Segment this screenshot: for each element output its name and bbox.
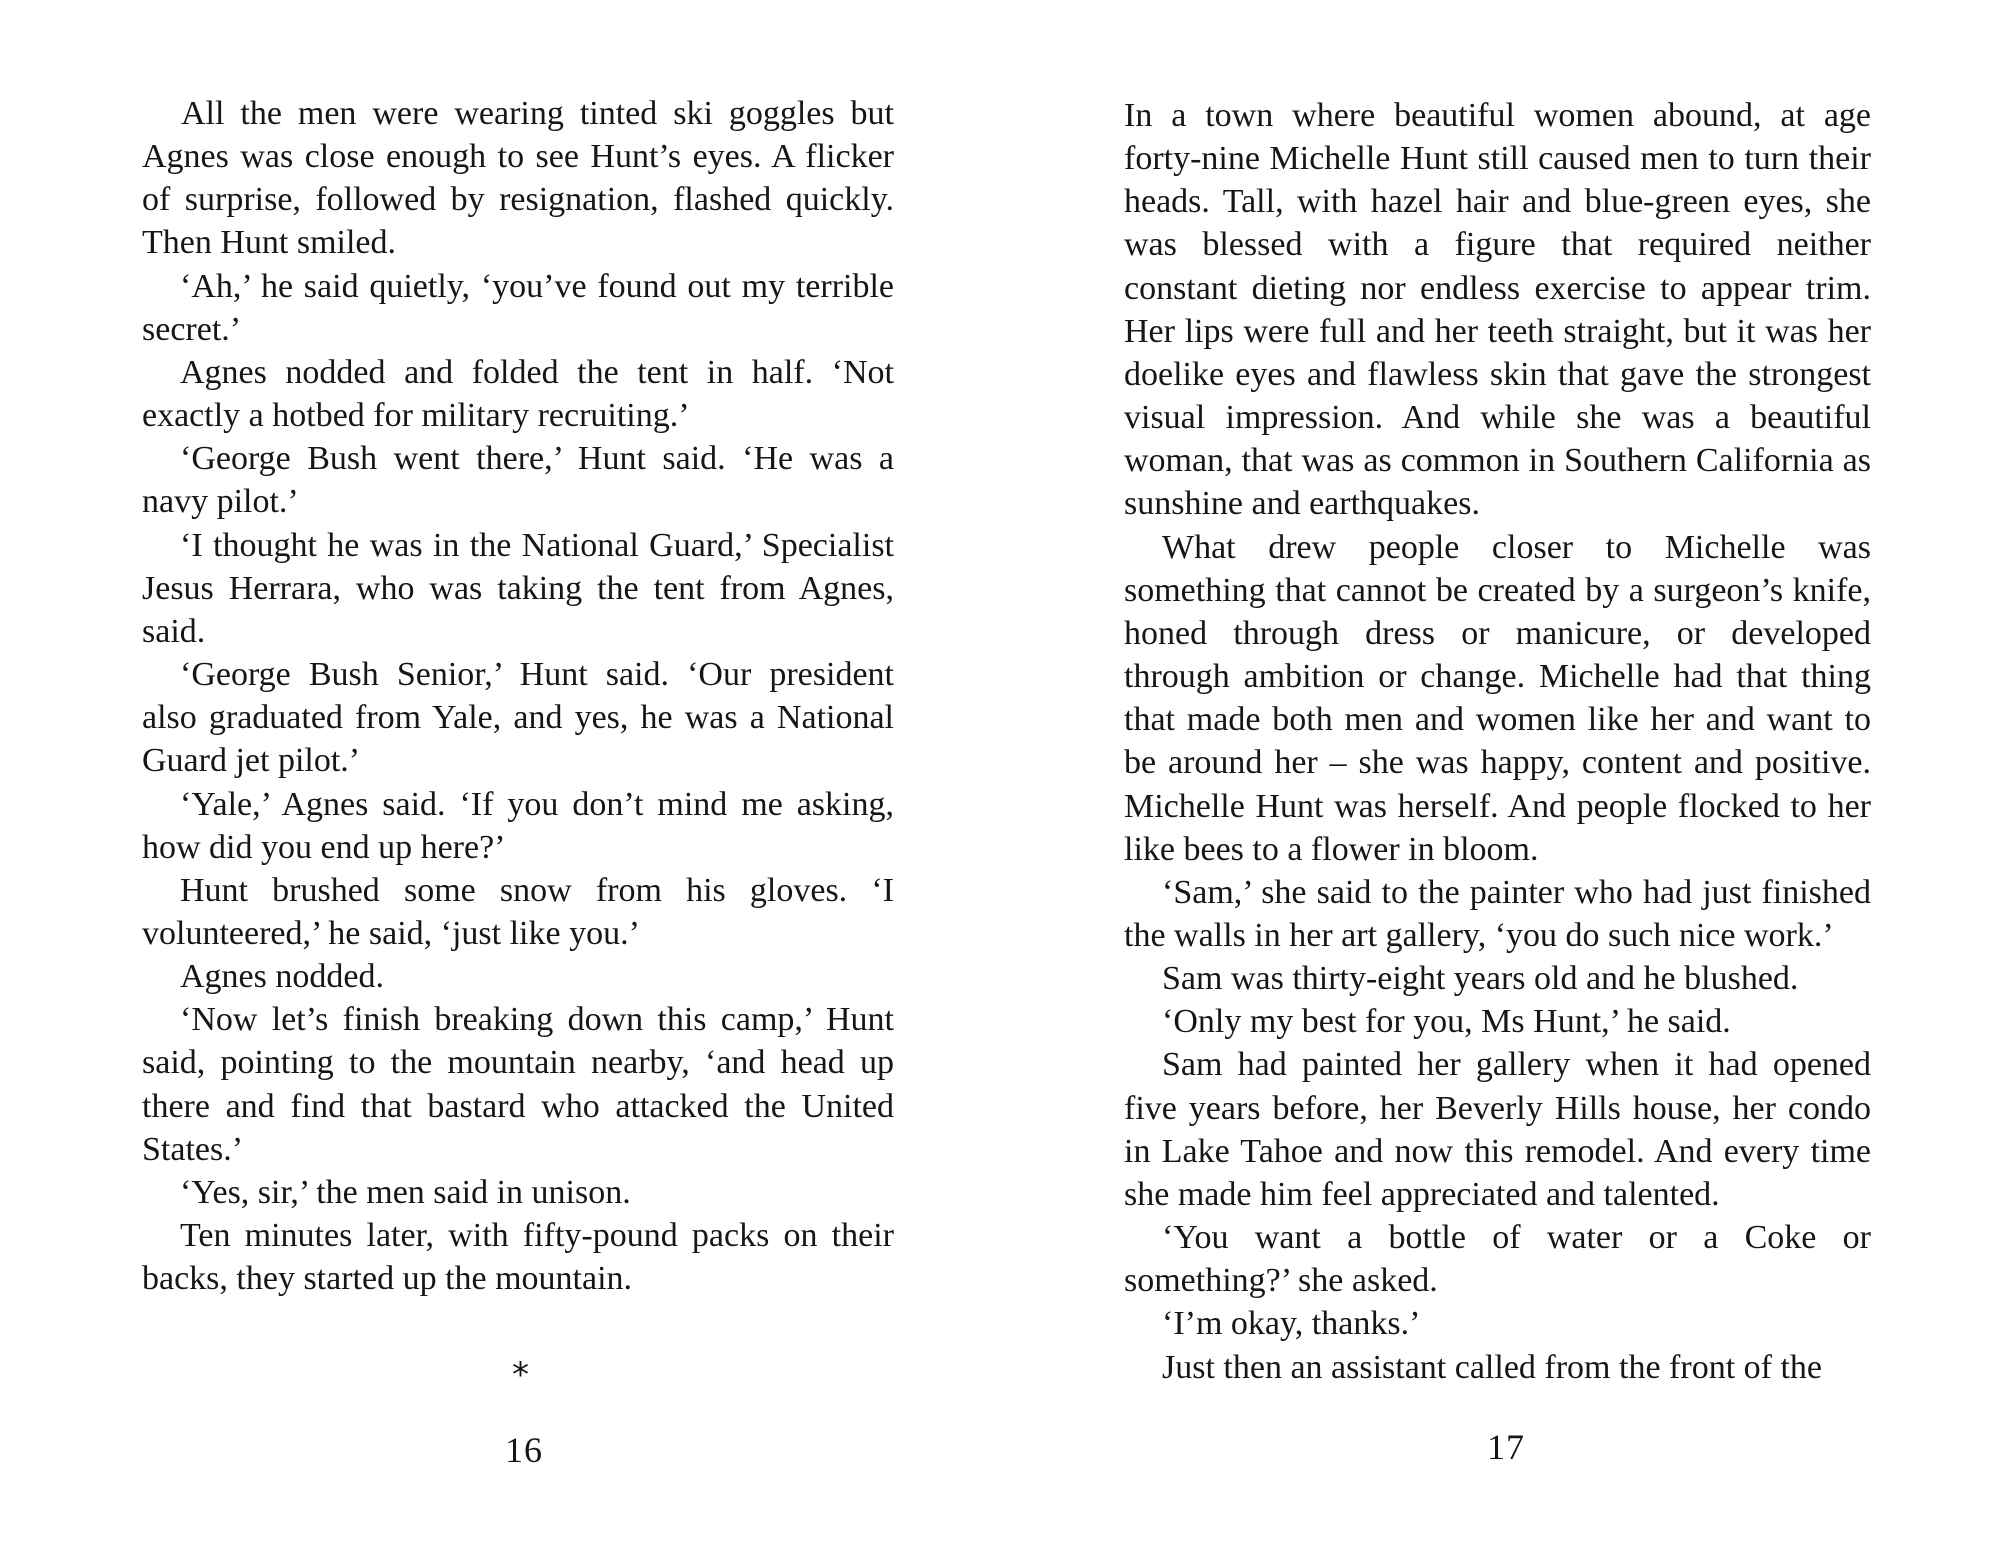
paragraph: ‘Only my best for you, Ms Hunt,’ he said. (1162, 1003, 1731, 1041)
paragraph: Hunt brushed some snow from his gloves. ‘I volunteered,’ he said, ‘just like you.’ (142, 871, 894, 952)
paragraph: ‘I thought he was in the National Guard,’ Specialist Jesus Herrara, who was taking the tent from Agnes, said. (142, 526, 894, 650)
page-number: 17 (1487, 1427, 1525, 1467)
paragraph: Ten minutes later, with fifty-pound packs on their backs, they started up the mountain. (142, 1217, 894, 1298)
paragraph: Sam had painted her gallery when it had opened five years before, her Beverly Hills house, her condo in Lake Tahoe and now this remodel. And every time she made him feel appreciated and talented. (1124, 1046, 1871, 1213)
page-number: 16 (505, 1430, 543, 1470)
paragraph: ‘Yes, sir,’ the men said in unison. (180, 1173, 631, 1211)
paragraph: Just then an assistant called from the front of the (1162, 1348, 1822, 1386)
paragraph: ‘Now let’s finish breaking down this camp,’ Hunt said, pointing to the mountain nearby, ‘and head up there and find that bastard who attacked the United States.’ (142, 1001, 894, 1168)
paragraph: ‘Ah,’ he said quietly, ‘you’ve found out my terrible secret.’ (142, 267, 894, 348)
paragraph: ‘Sam,’ she said to the painter who had just finished the walls in her art gallery, ‘you do such nice work.’ (1124, 873, 1871, 954)
paragraph: ‘George Bush went there,’ Hunt said. ‘He was a navy pilot.’ (142, 440, 894, 521)
right-page (1000, 0, 2000, 1568)
paragraph: All the men were wearing tinted ski goggles but Agnes was close enough to see Hunt’s eyes. A flicker of surprise, followed by resignation, flashed quickly. Then Hunt smiled. (142, 95, 894, 262)
paragraph: ‘Yale,’ Agnes said. ‘If you don’t mind me asking, how did you end up here?’ (142, 785, 894, 866)
paragraph: Agnes nodded. (180, 958, 384, 996)
right-page-text (1124, 94, 1871, 1389)
paragraph: Sam was thirty-eight years old and he blushed. (1162, 960, 1799, 998)
left-page-text (142, 92, 894, 1300)
section-break-asterisk: * (512, 1355, 529, 1395)
paragraph: What drew people closer to Michelle was something that cannot be created by a surgeon’s knife, honed through dress or manicure, or developed through ambition or change. Michelle had that thing that made both men and women like her and want to be around her – she was happy, content and positive. Michelle Hunt was herself. And people flocked to her like bees to a flower in bloom. (1124, 528, 1871, 868)
paragraph: In a town where beautiful women abound, at age forty-nine Michelle Hunt still caused men to turn their heads. Tall, with hazel hair and blue-green eyes, she was blessed with a figure that required neither constant dieting nor endless exercise to appear trim. Her lips were full and her teeth straight, but it was her doelike eyes and flawless skin that gave the strongest visual impression. And while she was a beautiful woman, that was as common in Southern California as sunshine and earthquakes. (1124, 97, 1871, 523)
paragraph: ‘I’m okay, thanks.’ (1162, 1305, 1421, 1343)
paragraph: Agnes nodded and folded the tent in half. ‘Not exactly a hotbed for military recruiting.’ (142, 353, 894, 435)
paragraph: ‘George Bush Senior,’ Hunt said. ‘Our president also graduated from Yale, and yes, he was a National Guard jet pilot.’ (142, 656, 894, 780)
paragraph: ‘You want a bottle of water or a Coke or something?’ she asked. (1124, 1219, 1871, 1300)
